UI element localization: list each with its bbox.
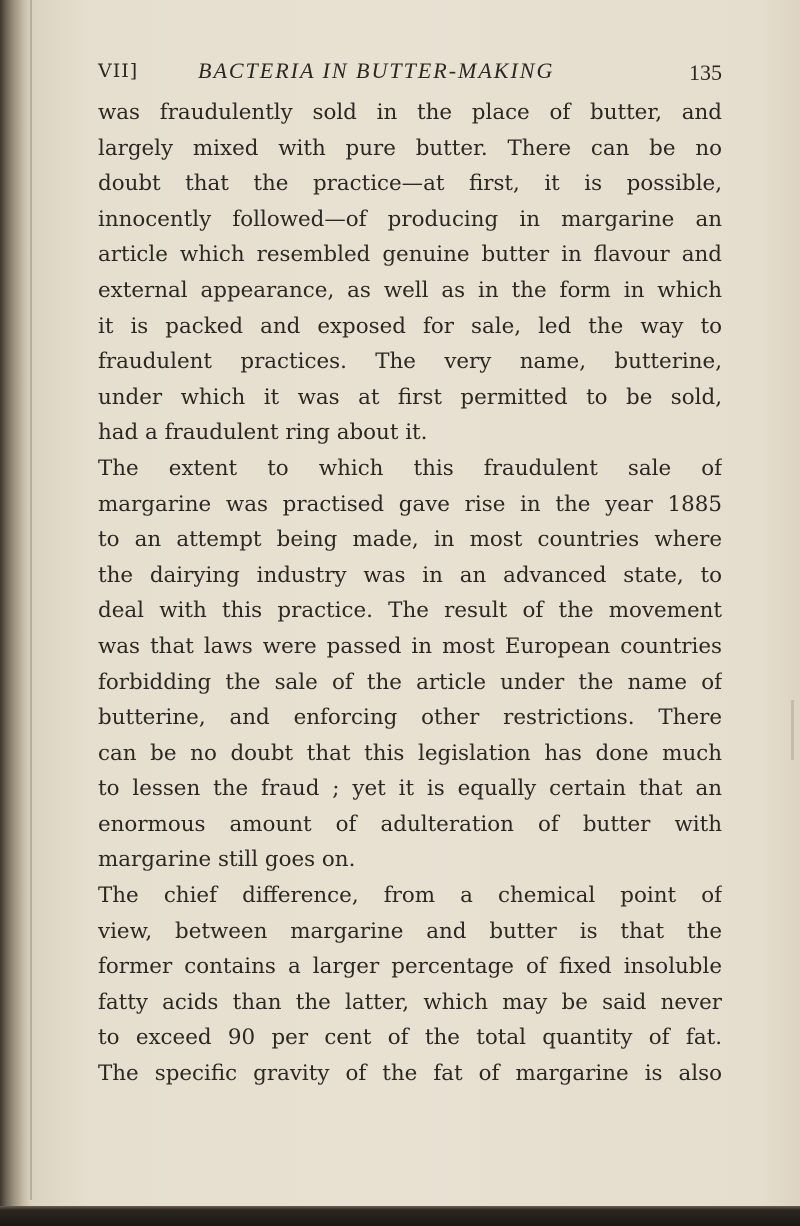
text-line: to exceed 90 per cent of the total quantity of fat. bbox=[98, 1025, 722, 1051]
binding-gutter-shadow bbox=[0, 0, 30, 1226]
chapter-number: VII] bbox=[98, 60, 139, 82]
text-line: external appearance, as well as in the form in which bbox=[98, 277, 722, 303]
text-line: fraudulent practices. The very name, butterine, bbox=[98, 349, 722, 375]
text-line: former contains a larger percentage of fixed insoluble bbox=[98, 954, 722, 980]
gutter-edge-line bbox=[30, 0, 32, 1200]
text-line: largely mixed with pure butter. There can be no bbox=[98, 135, 722, 161]
text-line: can be no doubt that this legislation has done much bbox=[98, 740, 722, 766]
text-line: innocently followed—of producing in margarine an bbox=[98, 206, 722, 232]
text-line: The extent to which this fraudulent sale of bbox=[98, 455, 722, 481]
text-line: The specific gravity of the fat of margarine is also bbox=[98, 1061, 722, 1087]
text-line: article which resembled genuine butter in flavour and bbox=[98, 242, 722, 268]
text-line: was fraudulently sold in the place of butter, and bbox=[98, 100, 722, 125]
text-line: the dairying industry was in an advanced state, to bbox=[98, 562, 722, 588]
page-number: 135 bbox=[689, 60, 722, 85]
running-head bbox=[98, 58, 722, 90]
text-line: butterine, and enforcing other restrictions. There bbox=[98, 705, 722, 731]
body-text bbox=[98, 95, 722, 1092]
text-line: The chief difference, from a chemical point of bbox=[98, 883, 722, 909]
page-edge-mark bbox=[791, 700, 794, 760]
text-line: margarine was practised gave rise in the year 1885 bbox=[98, 491, 722, 517]
text-line: to lessen the fraud ; yet it is equally certain that an bbox=[98, 776, 722, 802]
text-line: forbidding the sale of the article under the name of bbox=[98, 669, 722, 695]
text-line: was that laws were passed in most European countries bbox=[98, 633, 722, 659]
text-line: view, between margarine and butter is that the bbox=[98, 918, 722, 944]
text-line: margarine still goes on. bbox=[98, 847, 356, 873]
running-title: BACTERIA IN BUTTER-MAKING bbox=[198, 58, 555, 83]
text-line: fatty acids than the latter, which may be said never bbox=[98, 989, 722, 1015]
text-line: doubt that the practice—at first, it is possible, bbox=[98, 171, 722, 197]
text-line: deal with this practice. The result of the movement bbox=[98, 598, 722, 624]
text-line: had a fraudulent ring about it. bbox=[98, 420, 428, 446]
page-bottom-edge bbox=[0, 1206, 800, 1226]
text-line: enormous amount of adulteration of butter with bbox=[98, 811, 722, 837]
text-line: it is packed and exposed for sale, led the way to bbox=[98, 313, 722, 339]
text-line: under which it was at first permitted to be sold, bbox=[98, 384, 722, 410]
text-line: to an attempt being made, in most countries where bbox=[98, 527, 722, 553]
